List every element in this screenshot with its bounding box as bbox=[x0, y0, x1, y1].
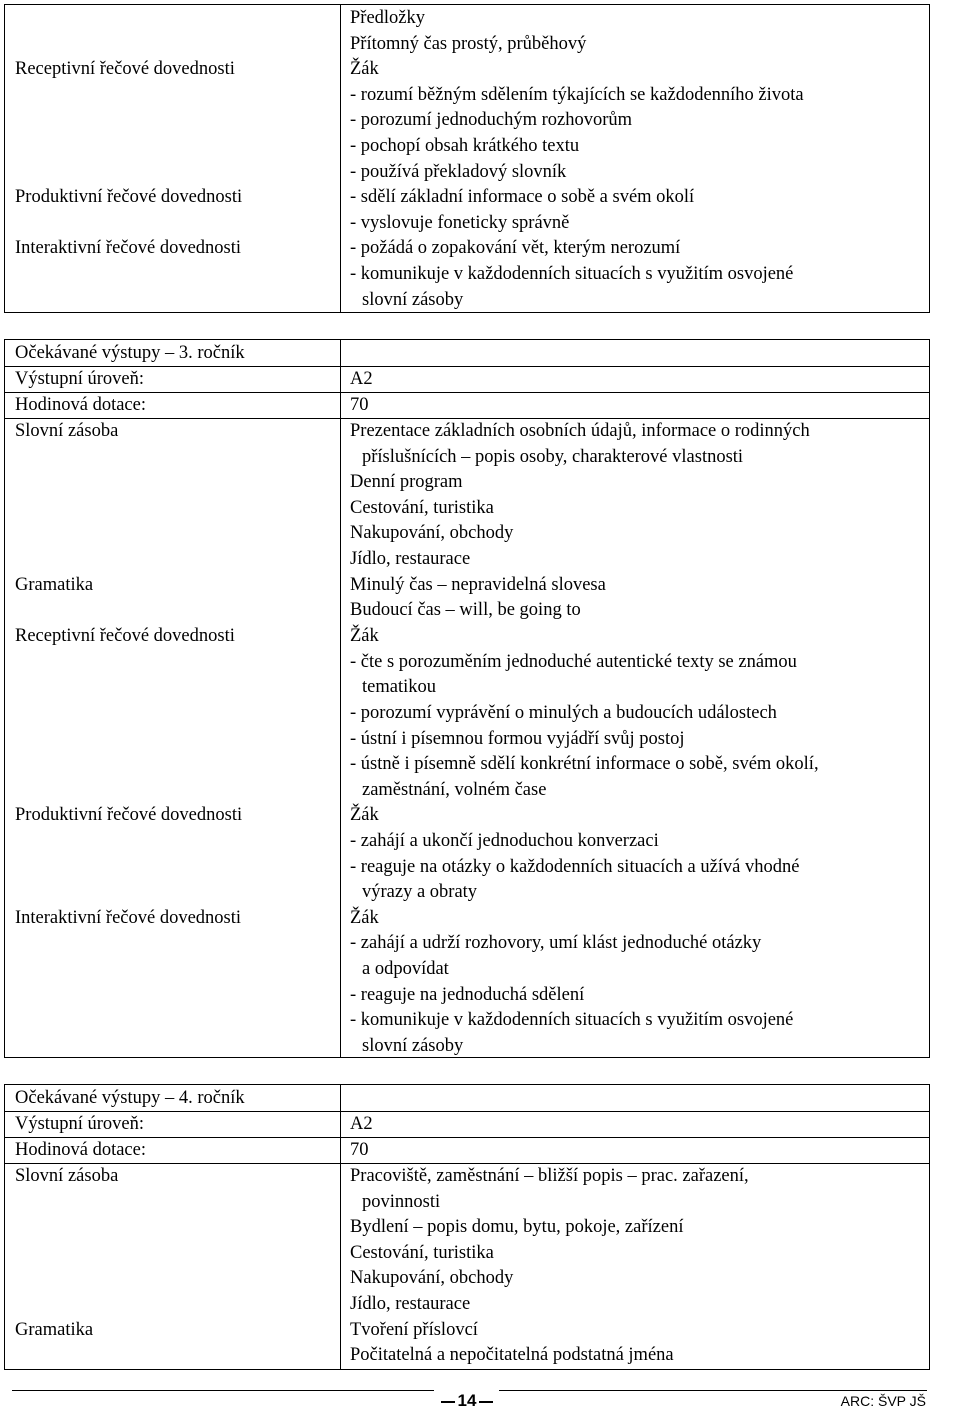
grammar-item: Počitatelná a nepočitatelná podstatná jména bbox=[350, 1345, 674, 1365]
vocab-label: Slovní zásoba bbox=[15, 421, 119, 441]
level-value: A2 bbox=[350, 369, 373, 389]
dash-right bbox=[479, 1401, 493, 1403]
productive-item: Žák bbox=[350, 805, 379, 825]
receptive-item: - ústní i písemnou formou vyjádří svůj postoj bbox=[350, 729, 685, 749]
table-cell-text: Přítomný čas prostý, průběhový bbox=[350, 34, 587, 54]
vocab-item: Pracoviště, zaměstnání – bližší popis – prac. zařazení, bbox=[350, 1166, 749, 1186]
productive-item: - reaguje na otázky o každodenních situacích a užívá vhodné bbox=[350, 857, 800, 877]
hours-value: 70 bbox=[350, 1140, 369, 1160]
receptive-item: zaměstnání, volném čase bbox=[362, 780, 547, 800]
interactive-item: - zahájí a udrží rozhovory, umí klást jednoduché otázky bbox=[350, 933, 762, 953]
section-heading: Očekávané výstupy – 4. ročník bbox=[15, 1088, 245, 1108]
hours-label: Hodinová dotace: bbox=[15, 1140, 146, 1160]
column-divider bbox=[340, 340, 341, 1057]
page-number-value: 14 bbox=[457, 1391, 477, 1410]
receptive-item: - porozumí vyprávění o minulých a budoucích událostech bbox=[350, 703, 777, 723]
table-cell-text: - rozumí běžným sdělením týkajících se každodenního života bbox=[350, 85, 804, 105]
vocab-item: Prezentace základních osobních údajů, informace o rodinných bbox=[350, 421, 810, 441]
column-divider bbox=[340, 1085, 341, 1369]
vocab-item: Cestování, turistika bbox=[350, 1243, 494, 1263]
receptive-label: Receptivní řečové dovednosti bbox=[15, 626, 235, 646]
section-heading: Očekávané výstupy – 3. ročník bbox=[15, 343, 245, 363]
page-number bbox=[436, 1391, 498, 1411]
grammar-label: Gramatika bbox=[15, 575, 94, 595]
vocab-item: Nakupování, obchody bbox=[350, 523, 514, 543]
vocab-item: povinnosti bbox=[362, 1192, 441, 1212]
level-value: A2 bbox=[350, 1114, 373, 1134]
level-label: Výstupní úroveň: bbox=[15, 369, 144, 389]
vocab-item: příslušnících – popis osoby, charakterové vlastnosti bbox=[362, 447, 744, 467]
column-divider bbox=[340, 5, 341, 312]
receptive-item: Žák bbox=[350, 626, 379, 646]
dash-left bbox=[441, 1401, 455, 1403]
table-year-3 bbox=[4, 339, 930, 1058]
vocab-label: Slovní zásoba bbox=[15, 1166, 119, 1186]
vocab-item: Jídlo, restaurace bbox=[350, 1294, 471, 1314]
vocab-item: Jídlo, restaurace bbox=[350, 549, 471, 569]
grammar-item: Budoucí čas – will, be going to bbox=[350, 600, 581, 620]
interactive-item: a odpovídat bbox=[362, 959, 449, 979]
vocab-item: Denní program bbox=[350, 472, 463, 492]
table-year-4 bbox=[4, 1084, 930, 1370]
interactive-label: Interaktivní řečové dovednosti bbox=[15, 908, 242, 928]
table-cell-text: - používá překladový slovník bbox=[350, 162, 567, 182]
footer-rule-left bbox=[12, 1390, 434, 1391]
receptive-item: tematikou bbox=[362, 677, 436, 697]
row-label-receptive: Receptivní řečové dovednosti bbox=[15, 59, 235, 79]
vocab-item: Nakupování, obchody bbox=[350, 1268, 514, 1288]
table-cell-text: Předložky bbox=[350, 8, 426, 28]
hours-value: 70 bbox=[350, 395, 369, 415]
productive-label: Produktivní řečové dovednosti bbox=[15, 805, 243, 825]
interactive-item: - reaguje na jednoduchá sdělení bbox=[350, 985, 585, 1005]
vocab-item: Bydlení – popis domu, bytu, pokoje, zařízení bbox=[350, 1217, 684, 1237]
table-continued bbox=[4, 4, 930, 313]
hours-label: Hodinová dotace: bbox=[15, 395, 146, 415]
receptive-item: - ústně i písemně sdělí konkrétní informace o sobě, svém okolí, bbox=[350, 754, 819, 774]
row-label-productive: Produktivní řečové dovednosti bbox=[15, 187, 243, 207]
table-cell-text: - vyslovuje foneticky správně bbox=[350, 213, 570, 233]
productive-item: výrazy a obraty bbox=[362, 882, 478, 902]
receptive-item: - čte s porozuměním jednoduché autentické texty se známou bbox=[350, 652, 797, 672]
interactive-item: Žák bbox=[350, 908, 379, 928]
table-cell-text: - porozumí jednoduchým rozhovorům bbox=[350, 110, 633, 130]
productive-item: - zahájí a ukončí jednoduchou konverzaci bbox=[350, 831, 659, 851]
table-cell-text: - sdělí základní informace o sobě a svém okolí bbox=[350, 187, 695, 207]
table-cell-text: - požádá o zopakování vět, kterým nerozumí bbox=[350, 238, 681, 258]
table-cell-text: - komunikuje v každodenních situacích s využitím osvojené bbox=[350, 264, 794, 284]
interactive-item: - komunikuje v každodenních situacích s využitím osvojené bbox=[350, 1010, 794, 1030]
vocab-item: Cestování, turistika bbox=[350, 498, 494, 518]
row-label-interactive: Interaktivní řečové dovednosti bbox=[15, 238, 242, 258]
interactive-item: slovní zásoby bbox=[362, 1036, 464, 1056]
footer-rule-right bbox=[499, 1390, 927, 1391]
table-cell-text: slovní zásoby bbox=[362, 290, 464, 310]
table-cell-text: - pochopí obsah krátkého textu bbox=[350, 136, 580, 156]
level-label: Výstupní úroveň: bbox=[15, 1114, 144, 1134]
grammar-label: Gramatika bbox=[15, 1320, 94, 1340]
document-code: ARC: ŠVP JŠ bbox=[840, 1393, 926, 1409]
grammar-item: Tvoření příslovcí bbox=[350, 1320, 478, 1340]
grammar-item: Minulý čas – nepravidelná slovesa bbox=[350, 575, 606, 595]
table-cell-text: Žák bbox=[350, 59, 379, 79]
